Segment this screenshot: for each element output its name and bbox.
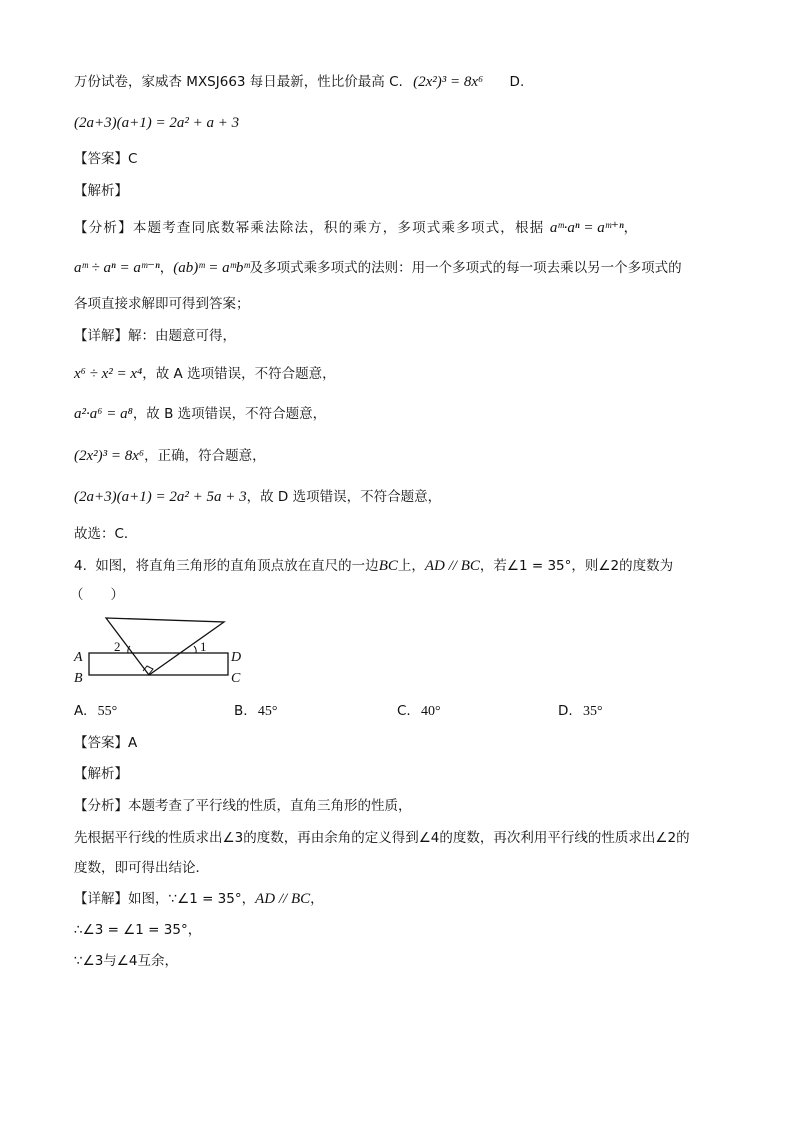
q3-step-a-expr: x⁶ ÷ x² = x⁴ <box>74 366 143 382</box>
q4-number: 4. <box>74 558 87 574</box>
q3-step-a-text: ，故 A 选项错误，不符合题意， <box>142 366 336 382</box>
q4-figure <box>70 612 260 692</box>
label-A: A <box>74 650 83 665</box>
q4-answer <box>74 733 137 753</box>
q3-fenxi-text1: 本题考查同底数幂乘法除法，积的乘方，多项式乘多项式，根据 <box>132 220 545 236</box>
q3-step-b <box>74 404 326 424</box>
label-D: D <box>231 650 242 665</box>
q4-blank: （ ） <box>70 587 124 603</box>
q3-step-d-text: ，故 D 选项错误，不符合题意， <box>246 489 442 505</box>
ruler <box>89 653 228 675</box>
q4-detail-text3: ∵∠3与∠4互余， <box>74 953 178 969</box>
q3-line1-text: 万份试卷，家威杏 MXSJ663 每日最新，性比价最高 C. <box>74 74 403 90</box>
q4-option-b <box>234 701 277 722</box>
q3-conclusion: 故选：C． <box>74 526 138 542</box>
q4-option-b-value: 45° <box>257 704 278 719</box>
label-C: C <box>231 671 241 686</box>
q3-option-line <box>74 72 524 92</box>
q4-detail-text1: 如图，∵∠1 = 35°， <box>128 891 256 907</box>
q4-fenxi-text3: 度数，即可得出结论． <box>74 860 209 876</box>
q3-step-c-expr: (2x²)³ = 8x⁶ <box>74 448 145 464</box>
q4-option-c <box>397 701 441 722</box>
q3-fenxi-line2: aᵐ ÷ aⁿ = aᵐ⁻ⁿ，(ab)ᵐ = aᵐbᵐ及多项式乘多项式的法则：用一个多项式的每一项去乘以另一个多项式的 <box>74 260 682 276</box>
q4-analysis-label: 【解析】 <box>74 766 128 782</box>
q3-detail-line <box>74 326 236 346</box>
q4-option-d <box>558 701 603 722</box>
q3-option-c-expr: (2x²)³ = 8x⁶ <box>413 74 484 90</box>
label-angle-2: 2 <box>114 639 121 654</box>
q3-fenxi-text3: 各项直接求解即可得到答案； <box>74 296 250 312</box>
q4-option-c-label: C. <box>397 703 411 719</box>
q4-fenxi-text2: 先根据平行线的性质求出∠3的度数，再由余角的定义得到∠4的度数，再次利用平行线的性质求出∠2的 <box>74 830 690 846</box>
label-angle-1: 1 <box>200 639 207 654</box>
q4-fenxi-text1: 本题考查了平行线的性质，直角三角形的性质， <box>128 798 412 814</box>
q3-analysis-label: 【解析】 <box>74 183 128 199</box>
q4-stem-bc: BC <box>378 558 398 574</box>
q3-option-d-label: D. <box>509 74 525 90</box>
q3-formula-product: aᵐ·aⁿ = aᵐ⁺ⁿ <box>549 220 624 236</box>
q4-option-d-value: 35° <box>582 704 603 719</box>
q4-detail-line1 <box>74 889 324 909</box>
q3-step-b-expr: a²·a⁶ = a⁸ <box>74 406 133 422</box>
q4-stem-part2: 上， <box>397 558 425 574</box>
q3-step-c <box>74 446 266 466</box>
q4-stem-part3: ，若∠1 = 35°，则∠2的度数为 <box>479 558 674 574</box>
q4-option-b-label: B. <box>234 703 248 719</box>
label-B: B <box>74 671 83 686</box>
q4-stem-part1: 如图，将直角三角形的直角顶点放在直尺的一边 <box>95 558 379 574</box>
q4-detail-text1-end: ， <box>310 891 324 907</box>
q3-fenxi-text2: 及多项式乘多项式的法则：用一个多项式的每一项去乘以另一个多项式的 <box>249 260 682 276</box>
q3-step-c-text: ，正确，符合题意， <box>144 448 266 464</box>
q3-step-d-expr: (2a+3)(a+1) = 2a² + 5a + 3 <box>74 489 247 505</box>
q3-detail-intro: 解：由题意可得， <box>128 328 236 344</box>
q3-formula-power: (ab)ᵐ = aᵐbᵐ <box>173 260 250 276</box>
q3-fenxi-line1: 【分析】本题考查同底数幂乘法除法，积的乘方，多项式乘多项式，根据 aᵐ·aⁿ = aᵐ⁺ⁿ， <box>74 220 639 236</box>
q4-option-a-value: 55° <box>97 704 118 719</box>
q4-stem <box>74 556 673 576</box>
q3-answer <box>74 149 137 169</box>
q3-answer-label: 【答案】 <box>74 151 128 167</box>
q3-formula-quotient: aᵐ ÷ aⁿ = aᵐ⁻ⁿ <box>74 260 160 276</box>
q4-option-c-value: 40° <box>421 704 441 719</box>
q3-step-b-text: ，故 B 选项错误，不符合题意， <box>132 406 327 422</box>
q4-stem-parallel: AD // BC <box>424 558 480 574</box>
q4-fenxi-label: 【分析】 <box>74 798 128 814</box>
angle-1-arc <box>194 646 196 653</box>
q4-detail-parallel: AD // BC <box>255 891 311 907</box>
q4-detail-label: 【详解】 <box>74 891 128 907</box>
q3-detail-label: 【详解】 <box>74 328 128 344</box>
q4-option-d-label: D. <box>558 703 573 719</box>
q3-answer-value: C <box>128 151 138 167</box>
q4-option-a <box>74 701 117 722</box>
q3-fenxi-label: 【分析】 <box>74 220 133 236</box>
q4-detail-text2: ∴∠3 = ∠1 = 35°， <box>74 922 202 938</box>
q4-answer-label: 【答案】 <box>74 735 128 751</box>
q3-step-d <box>74 487 441 507</box>
q3-option-d-line <box>74 113 239 133</box>
q3-step-a <box>74 364 336 384</box>
q4-answer-value: A <box>128 735 138 751</box>
q4-option-a-label: A. <box>74 703 88 719</box>
q4-fenxi-line1 <box>74 796 412 816</box>
q3-option-d-expr: (2a+3)(a+1) = 2a² + a + 3 <box>74 115 240 131</box>
